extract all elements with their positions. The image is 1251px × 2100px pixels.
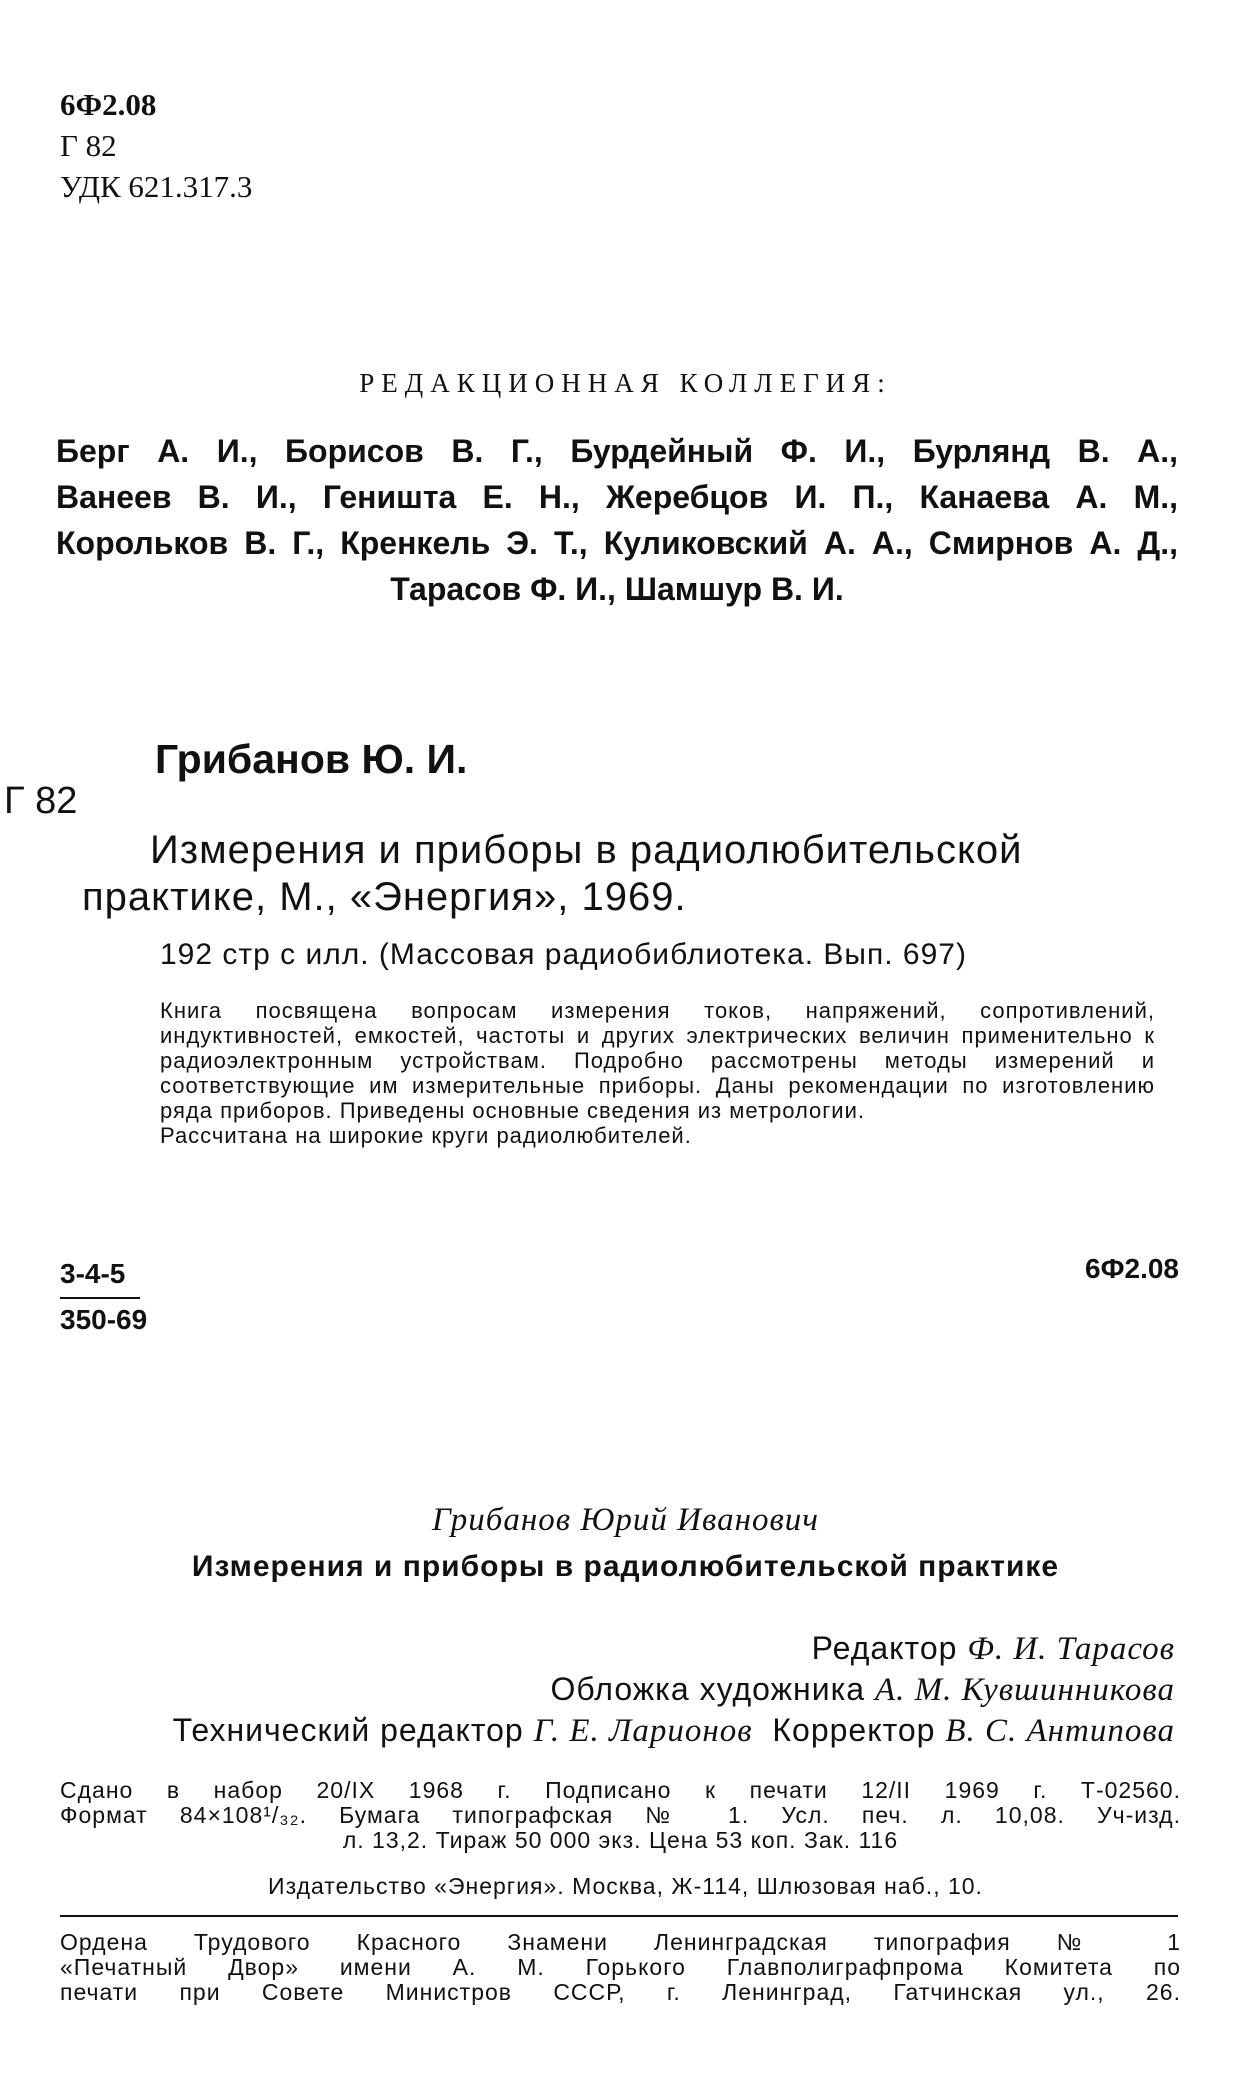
- editorial-board-members: [56, 428, 1178, 612]
- imprint-title: Измерения и приборы в радиолюбительской практике: [191, 1550, 1060, 1583]
- print-line: л. 13,2. Тираж 50 000 экз. Цена 53 коп. Зак. 116: [342, 1827, 899, 1853]
- book-title-line-1: Измерения и приборы в радиолюбительской: [150, 828, 1023, 872]
- annotation-text: Книга посвящена вопросам измерения токов, напряжений, сопротивлений, индуктивностей, емкостей, частоты и других электрических величин применительно к радиоэлектронным устройствам. Подробно рассмотрены методы измерений и соответствующие им измерительные приборы. Даны рекомендации по изготовлению ряда приборов. Приведены основные сведения из метрологии.: [160, 998, 1155, 1123]
- publisher-address: Издательство «Энергия». Москва, Ж-114, Шлюзовая наб., 10.: [268, 1873, 983, 1899]
- annotation-audience: Рассчитана на широкие круги радиолюбителей.: [160, 1123, 692, 1148]
- shelf-mark: Г 82: [4, 780, 78, 822]
- printer-line: «Печатный Двор» имени А. М. Горького Главполиграфпрома Комитета по: [60, 1954, 1181, 1980]
- editorial-board-heading: РЕДАКЦИОННАЯ КОЛЛЕГИЯ:: [359, 368, 892, 398]
- editorial-line: Берг А. И., Борисов В. Г., Бурдейный Ф. И., Бурлянд В. А.,: [56, 433, 1178, 469]
- imprint-author: Грибанов Юрий Иванович: [431, 1502, 820, 1538]
- bbk-code-right: 6Ф2.08: [1085, 1253, 1179, 1284]
- editorial-line: Корольков В. Г., Кренкель Э. Т., Куликовский А. А., Смирнов А. Д.,: [56, 525, 1178, 561]
- bbk-code: 6Ф2.08: [60, 87, 157, 122]
- index-numerator: 3-4-5: [60, 1253, 140, 1299]
- shelf-code: Г 82: [60, 128, 117, 163]
- index-fraction: [60, 1253, 147, 1341]
- book-author: Грибанов Ю. И.: [155, 736, 468, 782]
- credit-editor: Редактор Ф. И. Тарасов: [811, 1630, 1175, 1667]
- printer-line: Ордена Трудового Красного Знамени Ленинградская типография № 1: [60, 1929, 1181, 1955]
- book-pages-series: 192 стр с илл. (Массовая радиобиблиотека. Вып. 697): [160, 938, 967, 971]
- printer-line: печати при Совете Министров СССР, г. Ленинград, Гатчинская ул., 26.: [60, 1979, 1181, 2005]
- print-line: Сдано в набор 20/IX 1968 г. Подписано к печати 12/II 1969 г. Т-02560.: [60, 1777, 1181, 1803]
- classification-codes: [60, 84, 252, 207]
- credit-cover: Обложка художника А. М. Кувшинникова: [550, 1671, 1175, 1708]
- print-details: [60, 1778, 1181, 1853]
- divider: [60, 1915, 1178, 1917]
- print-line: Формат 84×108¹/₃₂. Бумага типографская № 1. Усл. печ. л. 10,08. Уч-изд.: [60, 1802, 1181, 1828]
- credit-tech-editor: Технический редактор Г. Е. Ларионов Корректор В. С. Антипова: [172, 1712, 1175, 1749]
- udc-code: УДК 621.317.3: [60, 169, 253, 204]
- book-title-line-2: практике, М., «Энергия», 1969.: [82, 875, 687, 919]
- printer-info: [60, 1930, 1181, 2005]
- credits-block: [173, 1628, 1175, 1751]
- index-denominator: 350-69: [60, 1304, 148, 1335]
- editorial-line: Тарасов Ф. И., Шамшур В. И.: [390, 571, 844, 607]
- book-annotation: [160, 998, 1155, 1148]
- editorial-line: Ванеев В. И., Геништа Е. Н., Жеребцов И. П., Канаева А. М.,: [56, 479, 1178, 515]
